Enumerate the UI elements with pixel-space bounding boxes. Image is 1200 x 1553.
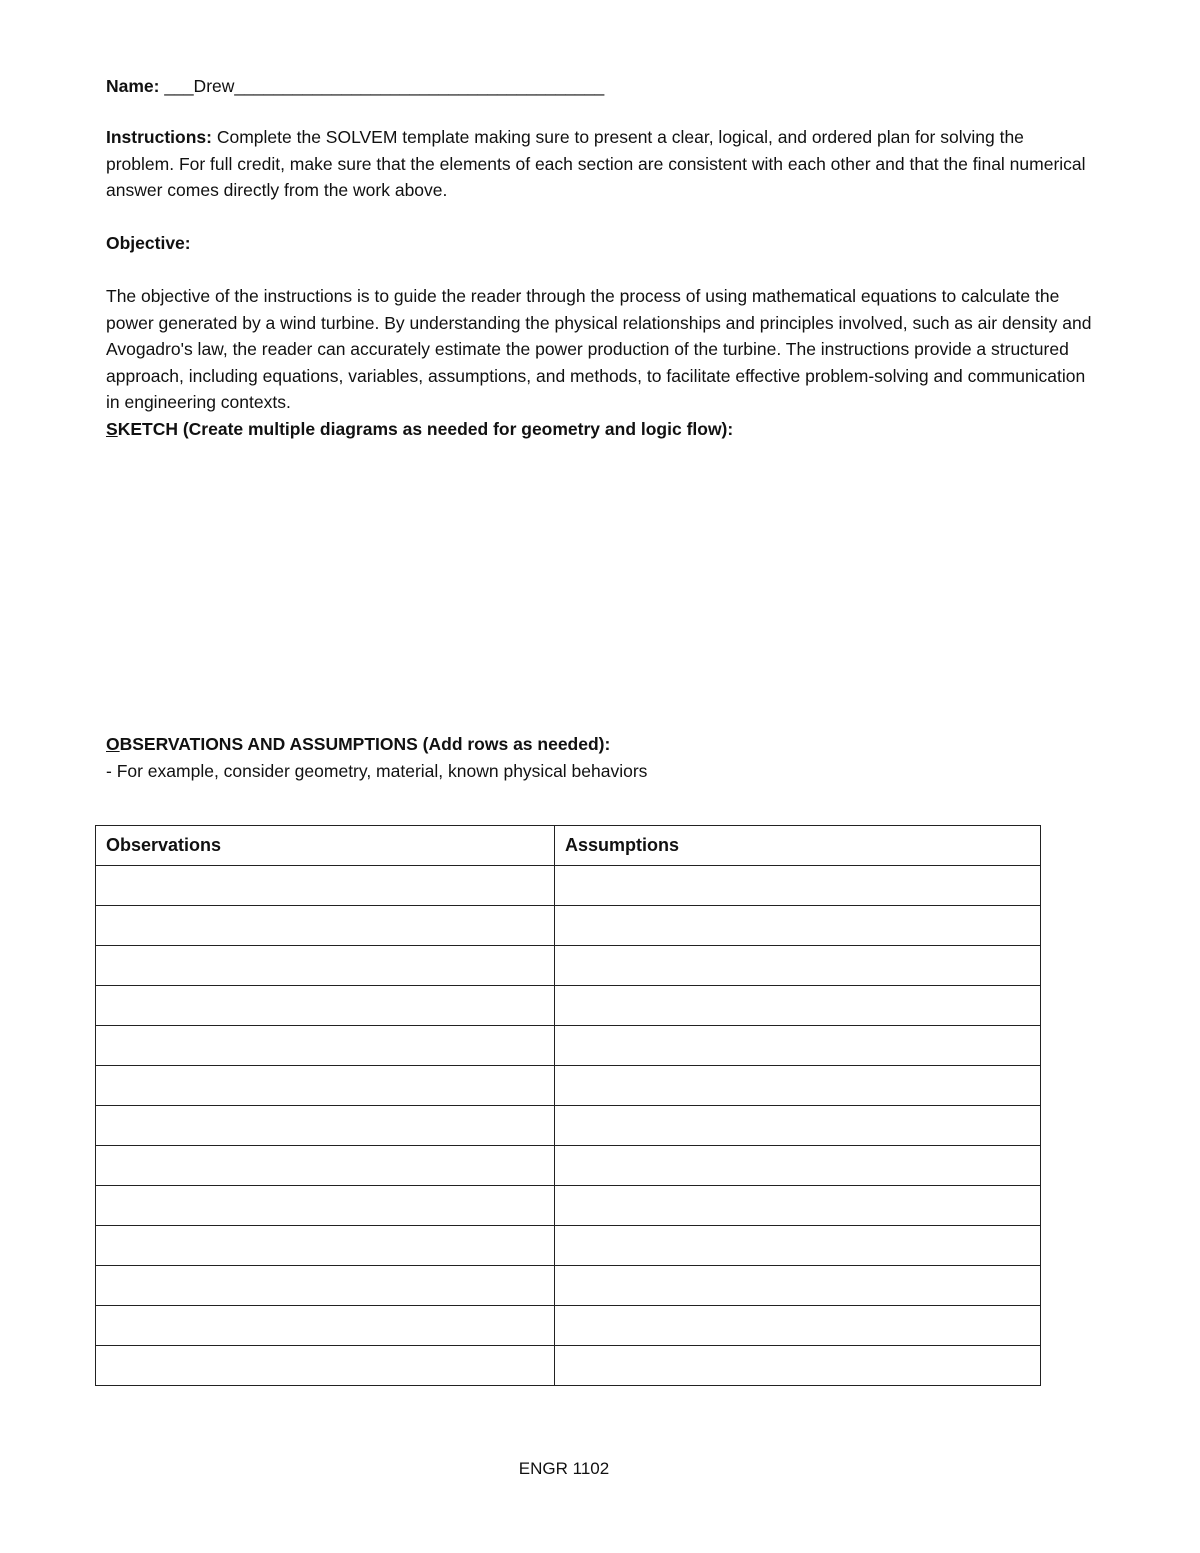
observations-heading-rest: BSERVATIONS AND ASSUMPTIONS (Add rows as needed): — [119, 734, 611, 754]
observation-cell[interactable] — [96, 1226, 555, 1266]
assumptions-column-header: Assumptions — [555, 826, 1041, 866]
table-row — [96, 1026, 1041, 1066]
assumption-cell[interactable] — [555, 946, 1041, 986]
table-row — [96, 1266, 1041, 1306]
assumption-cell[interactable] — [555, 1306, 1041, 1346]
table-row — [96, 906, 1041, 946]
observation-cell[interactable] — [96, 906, 555, 946]
observation-cell[interactable] — [96, 1306, 555, 1346]
observations-heading — [106, 731, 610, 758]
assumption-cell[interactable] — [555, 1066, 1041, 1106]
observation-cell[interactable] — [96, 1346, 555, 1386]
instructions-text: Complete the SOLVEM template making sure to present a clear, logical, and ordered plan for solving the problem. For full credit, make sure that the elements of each section are consistent with each other and that the final numerical answer comes directly from the work above. — [106, 127, 1086, 201]
observation-cell[interactable] — [96, 1186, 555, 1226]
sketch-heading-initial: S — [106, 419, 118, 439]
assumption-cell[interactable] — [555, 986, 1041, 1026]
table-row — [96, 1226, 1041, 1266]
objective-heading: Objective: — [106, 233, 191, 253]
table-row — [96, 1066, 1041, 1106]
sketch-heading — [106, 416, 733, 443]
table-row — [96, 1106, 1041, 1146]
assumption-cell[interactable] — [555, 1266, 1041, 1306]
table-row — [96, 1146, 1041, 1186]
footer-course-code: ENGR 1102 — [518, 1459, 610, 1478]
table-row — [96, 1306, 1041, 1346]
table-row — [96, 946, 1041, 986]
observations-note: - For example, consider geometry, material, known physical behaviors — [106, 761, 648, 781]
assumption-cell[interactable] — [555, 1226, 1041, 1266]
observation-cell[interactable] — [96, 1066, 555, 1106]
observations-table — [95, 825, 1041, 1386]
observation-cell[interactable] — [96, 1026, 555, 1066]
assumption-cell[interactable] — [555, 1146, 1041, 1186]
observation-cell[interactable] — [96, 866, 555, 906]
observation-cell[interactable] — [96, 1146, 555, 1186]
assumption-cell[interactable] — [555, 866, 1041, 906]
name-label: Name: — [106, 76, 160, 96]
table-row — [96, 866, 1041, 906]
assumption-cell[interactable] — [555, 1106, 1041, 1146]
table-body — [96, 866, 1041, 1386]
observation-cell[interactable] — [96, 1266, 555, 1306]
name-value: ___Drew______________________________________ — [159, 76, 605, 96]
name-line — [106, 73, 604, 100]
table-row — [96, 986, 1041, 1026]
instructions-paragraph — [106, 124, 1096, 204]
assumption-cell[interactable] — [555, 1346, 1041, 1386]
instructions-label: Instructions: — [106, 127, 212, 147]
objective-body: The objective of the instructions is to guide the reader through the process of using mathematical equations to calculate the power generated by a wind turbine. By understanding the physical relationships and principles involved, such as air density and Avogadro's law, the reader can accurately estimate the power production of the turbine. The instructions provide a structured approach, including equations, variables, assumptions, and methods, to facilitate effective problem-solving and communication in engineering contexts. — [106, 286, 1092, 413]
assumption-cell[interactable] — [555, 906, 1041, 946]
observation-cell[interactable] — [96, 986, 555, 1026]
table-header-row — [96, 826, 1041, 866]
observation-cell[interactable] — [96, 1106, 555, 1146]
assumption-cell[interactable] — [555, 1186, 1041, 1226]
assumption-cell[interactable] — [555, 1026, 1041, 1066]
observations-heading-initial: O — [106, 734, 120, 754]
table-row — [96, 1346, 1041, 1386]
sketch-heading-rest: KETCH (Create multiple diagrams as needed for geometry and logic flow): — [117, 419, 734, 439]
observations-column-header: Observations — [96, 826, 555, 866]
table-row — [96, 1186, 1041, 1226]
observation-cell[interactable] — [96, 946, 555, 986]
